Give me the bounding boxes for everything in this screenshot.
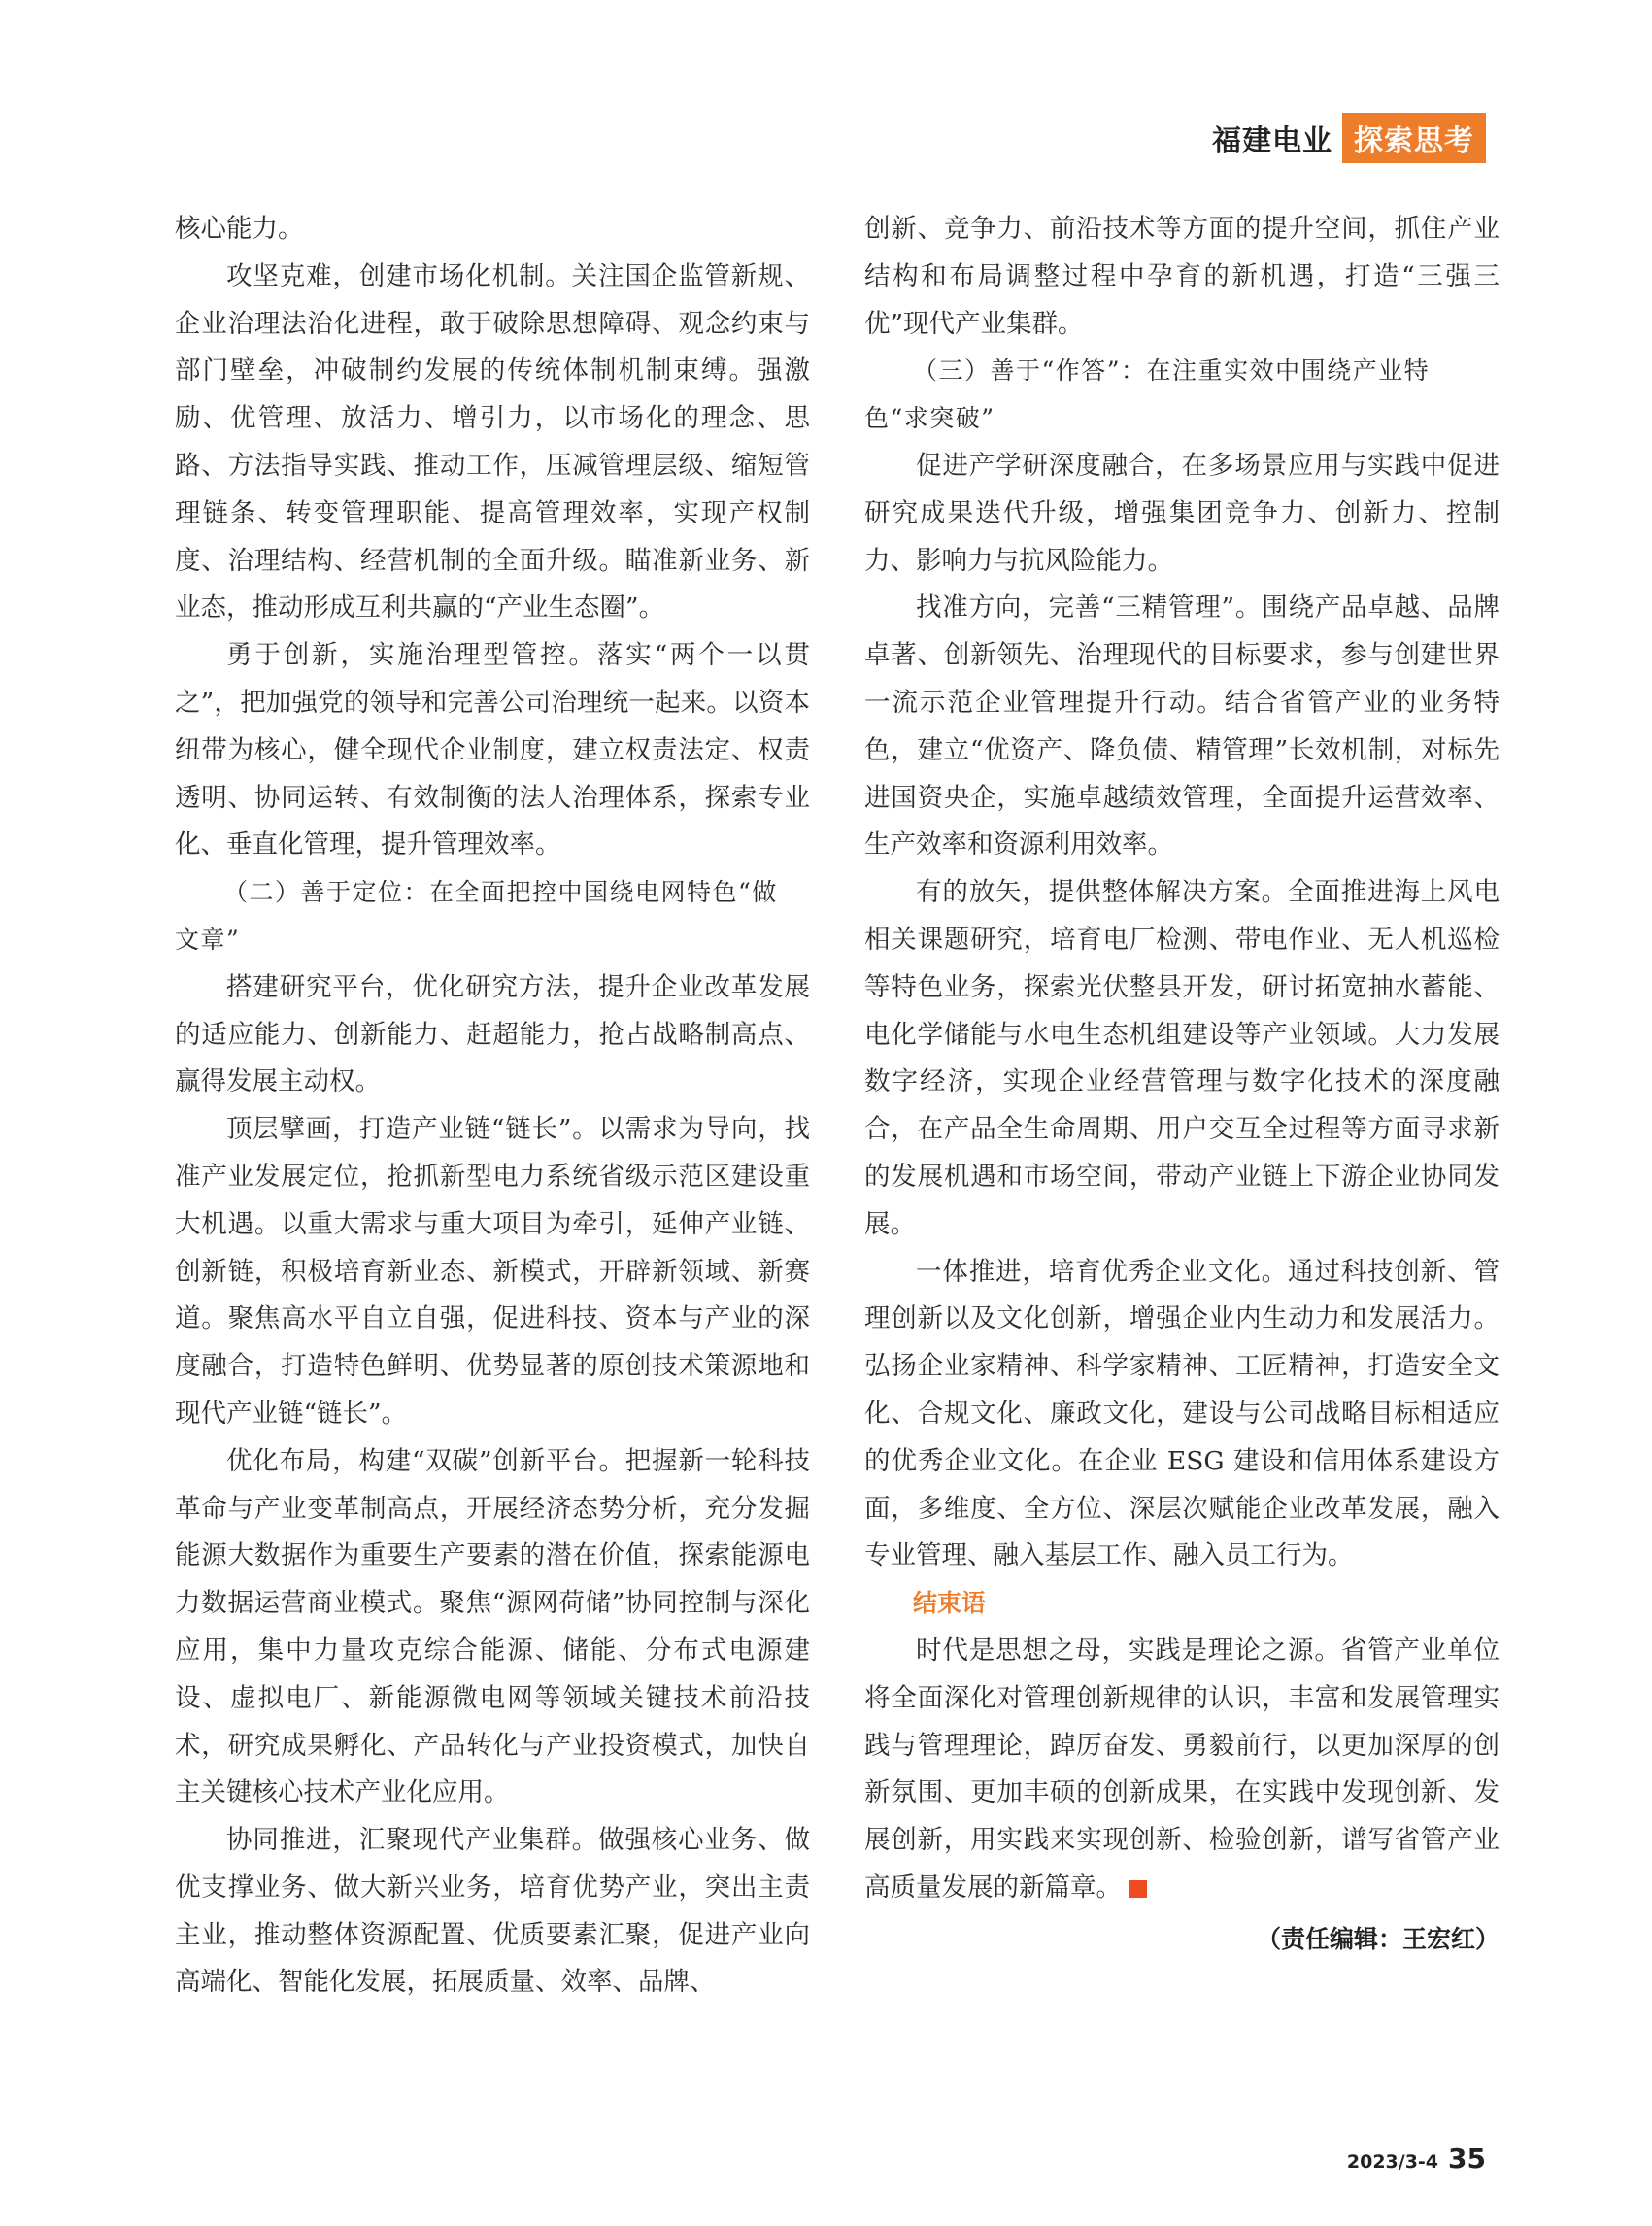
paragraph — [864, 443, 1500, 585]
section-subheading — [864, 348, 1500, 395]
right-column — [864, 206, 1500, 1963]
paragraph-text: 勇于创新，实施治理型管控。落实“两个一以贯之”，把加强党的领导和完善公司治理统一起来。以资本纽带为核心，健全现代企业制度，建立权责法定、权责透明、协同运转、有效制衡的法人治理体系，探索专业化、垂直化管理，提升管理效率。 — [175, 640, 810, 860]
paragraph — [175, 253, 810, 632]
paragraph — [175, 632, 810, 869]
conclusion-heading — [864, 1580, 1500, 1628]
paragraph — [175, 1106, 810, 1438]
subheading-text: 文章” — [175, 925, 241, 954]
paragraph — [175, 964, 810, 1106]
section-subheading — [175, 869, 810, 917]
section-tag: 探索思考 — [1342, 113, 1486, 163]
section-subheading-continued — [864, 395, 1500, 443]
paragraph — [175, 206, 810, 253]
paragraph-text: 促进产学研深度融合，在多场景应用与实践中促进研究成果迭代升级，增强集团竞争力、创新力、控制力、影响力与抗风险能力。 — [864, 450, 1500, 576]
conclusion-heading-text: 结束语 — [913, 1589, 987, 1618]
paragraph — [864, 869, 1500, 1248]
subheading-text: （三）善于“作答”：在注重实效中围绕产业特 — [913, 356, 1431, 386]
paragraph-text: 搭建研究平台，优化研究方法，提升企业改革发展的适应能力、创新能力、赶超能力，抢占战略制高点、赢得发展主动权。 — [175, 971, 810, 1097]
end-of-article-mark-icon — [1129, 1880, 1147, 1898]
subheading-text: 色“求突破” — [864, 404, 995, 433]
paragraph-text: 协同推进，汇聚现代产业集群。做强核心业务、做优支撑业务、做大新兴业务，培育优势产业，突出主责主业，推动整体资源配置、优质要素汇聚，促进产业向高端化、智能化发展，拓展质量、效率、品牌、 — [175, 1825, 810, 1998]
paragraph — [175, 1817, 810, 2007]
magazine-name: 福建电业 — [1212, 124, 1332, 158]
section-subheading-continued — [175, 917, 810, 964]
page-number: 35 — [1448, 2142, 1486, 2175]
paragraph-text: 创新、竞争力、前沿技术等方面的提升空间，抓住产业结构和布局调整过程中孕育的新机遇，打造“三强三优”现代产业集群。 — [864, 214, 1500, 339]
left-column — [175, 206, 810, 2007]
editor-credit — [864, 1916, 1500, 1964]
paragraph — [864, 1249, 1500, 1581]
page-header — [1212, 113, 1486, 163]
paragraph — [864, 206, 1500, 348]
page-footer — [1347, 2142, 1486, 2175]
paragraph-text: 顶层擘画，打造产业链“链长”。以需求为导向，找准产业发展定位，抢抓新型电力系统省级示范区建设重大机遇。以重大需求与重大项目为牵引，延伸产业链、创新链，积极培育新业态、新模式，开辟新领域、新赛道。聚焦高水平自立自强，促进科技、资本与产业的深度融合，打造特色鲜明、优势显著的原创技术策源地和现代产业链“链长”。 — [175, 1114, 810, 1429]
paragraph-text: 找准方向，完善“三精管理”。围绕产品卓越、品牌卓著、创新领先、治理现代的目标要求，参与创建世界一流示范企业管理提升行动。结合省管产业的业务特色，建立“优资产、降负债、精管理”长效机制，对标先进国资央企，实施卓越绩效管理，全面提升运营效率、生产效率和资源利用效率。 — [864, 592, 1500, 860]
paragraph-text: 一体推进，培育优秀企业文化。通过科技创新、管理创新以及文化创新，增强企业内生动力和发展活力。弘扬企业家精神、科学家精神、工匠精神，打造安全文化、合规文化、廉政文化，建设与公司战略目标相适应的优秀企业文化。在企业 ESG 建设和信用体系建设方面，多维度、全方位、深层次赋能企业改革发展，融入专业管理、融入基层工作、融入员工行为。 — [864, 1256, 1500, 1571]
paragraph-text: 核心能力。 — [175, 214, 304, 244]
paragraph-text: 攻坚克难，创建市场化机制。关注国企监管新规、企业治理法治化进程，敢于破除思想障碍、观念约束与部门壁垒，冲破制约发展的传统体制机制束缚。强激励、优管理、放活力、增引力，以市场化的理念、思路、方法指导实践、推动工作，压减管理层级、缩短管理链条、转变管理职能、提高管理效率，实现产权制度、治理结构、经营机制的全面升级。瞄准新业务、新业态，推动形成互利共赢的“产业生态圈”。 — [175, 260, 810, 624]
paragraph-text: 有的放矢，提供整体解决方案。全面推进海上风电相关课题研究，培育电厂检测、带电作业、无人机巡检等特色业务，探索光伏整县开发，研讨拓宽抽水蓄能、电化学储能与水电生态机组建设等产业领域。大力发展数字经济，实现企业经营管理与数字化技术的深度融合，在产品全生命周期、用户交互全过程等方面寻求新的发展机遇和市场空间，带动产业链上下游企业协同发展。 — [864, 877, 1500, 1239]
subheading-text: （二）善于定位：在全面把控中国绕电网特色“做 — [223, 878, 778, 907]
issue-number: 2023/3-4 — [1346, 2151, 1439, 2173]
paragraph — [175, 1438, 810, 1817]
paragraph — [864, 585, 1500, 869]
paragraph — [864, 1628, 1500, 1912]
editor-credit-text: （责任编辑：王宏红） — [1256, 1924, 1500, 1953]
paragraph-text: 优化布局，构建“双碳”创新平台。把握新一轮科技革命与产业变革制高点，开展经济态势分析，充分发掘能源大数据作为重要生产要素的潜在价值，探索能源电力数据运营商业模式。聚焦“源网荷储”协同控制与深化应用，集中力量攻克综合能源、储能、分布式电源建设、虚拟电厂、新能源微电网等领域关键技术前沿技术，研究成果孵化、产品转化与产业投资模式，加快自主关键核心技术产业化应用。 — [175, 1445, 810, 1808]
paragraph-text: 时代是思想之母，实践是理论之源。省管产业单位将全面深化对管理创新规律的认识，丰富和发展管理实践与管理理论，踔厉奋发、勇毅前行，以更加深厚的创新氛围、更加丰硕的创新成果，在实践中发现创新、发展创新，用实践来实现创新、检验创新，谱写省管产业高质量发展的新篇章。 — [864, 1635, 1500, 1903]
